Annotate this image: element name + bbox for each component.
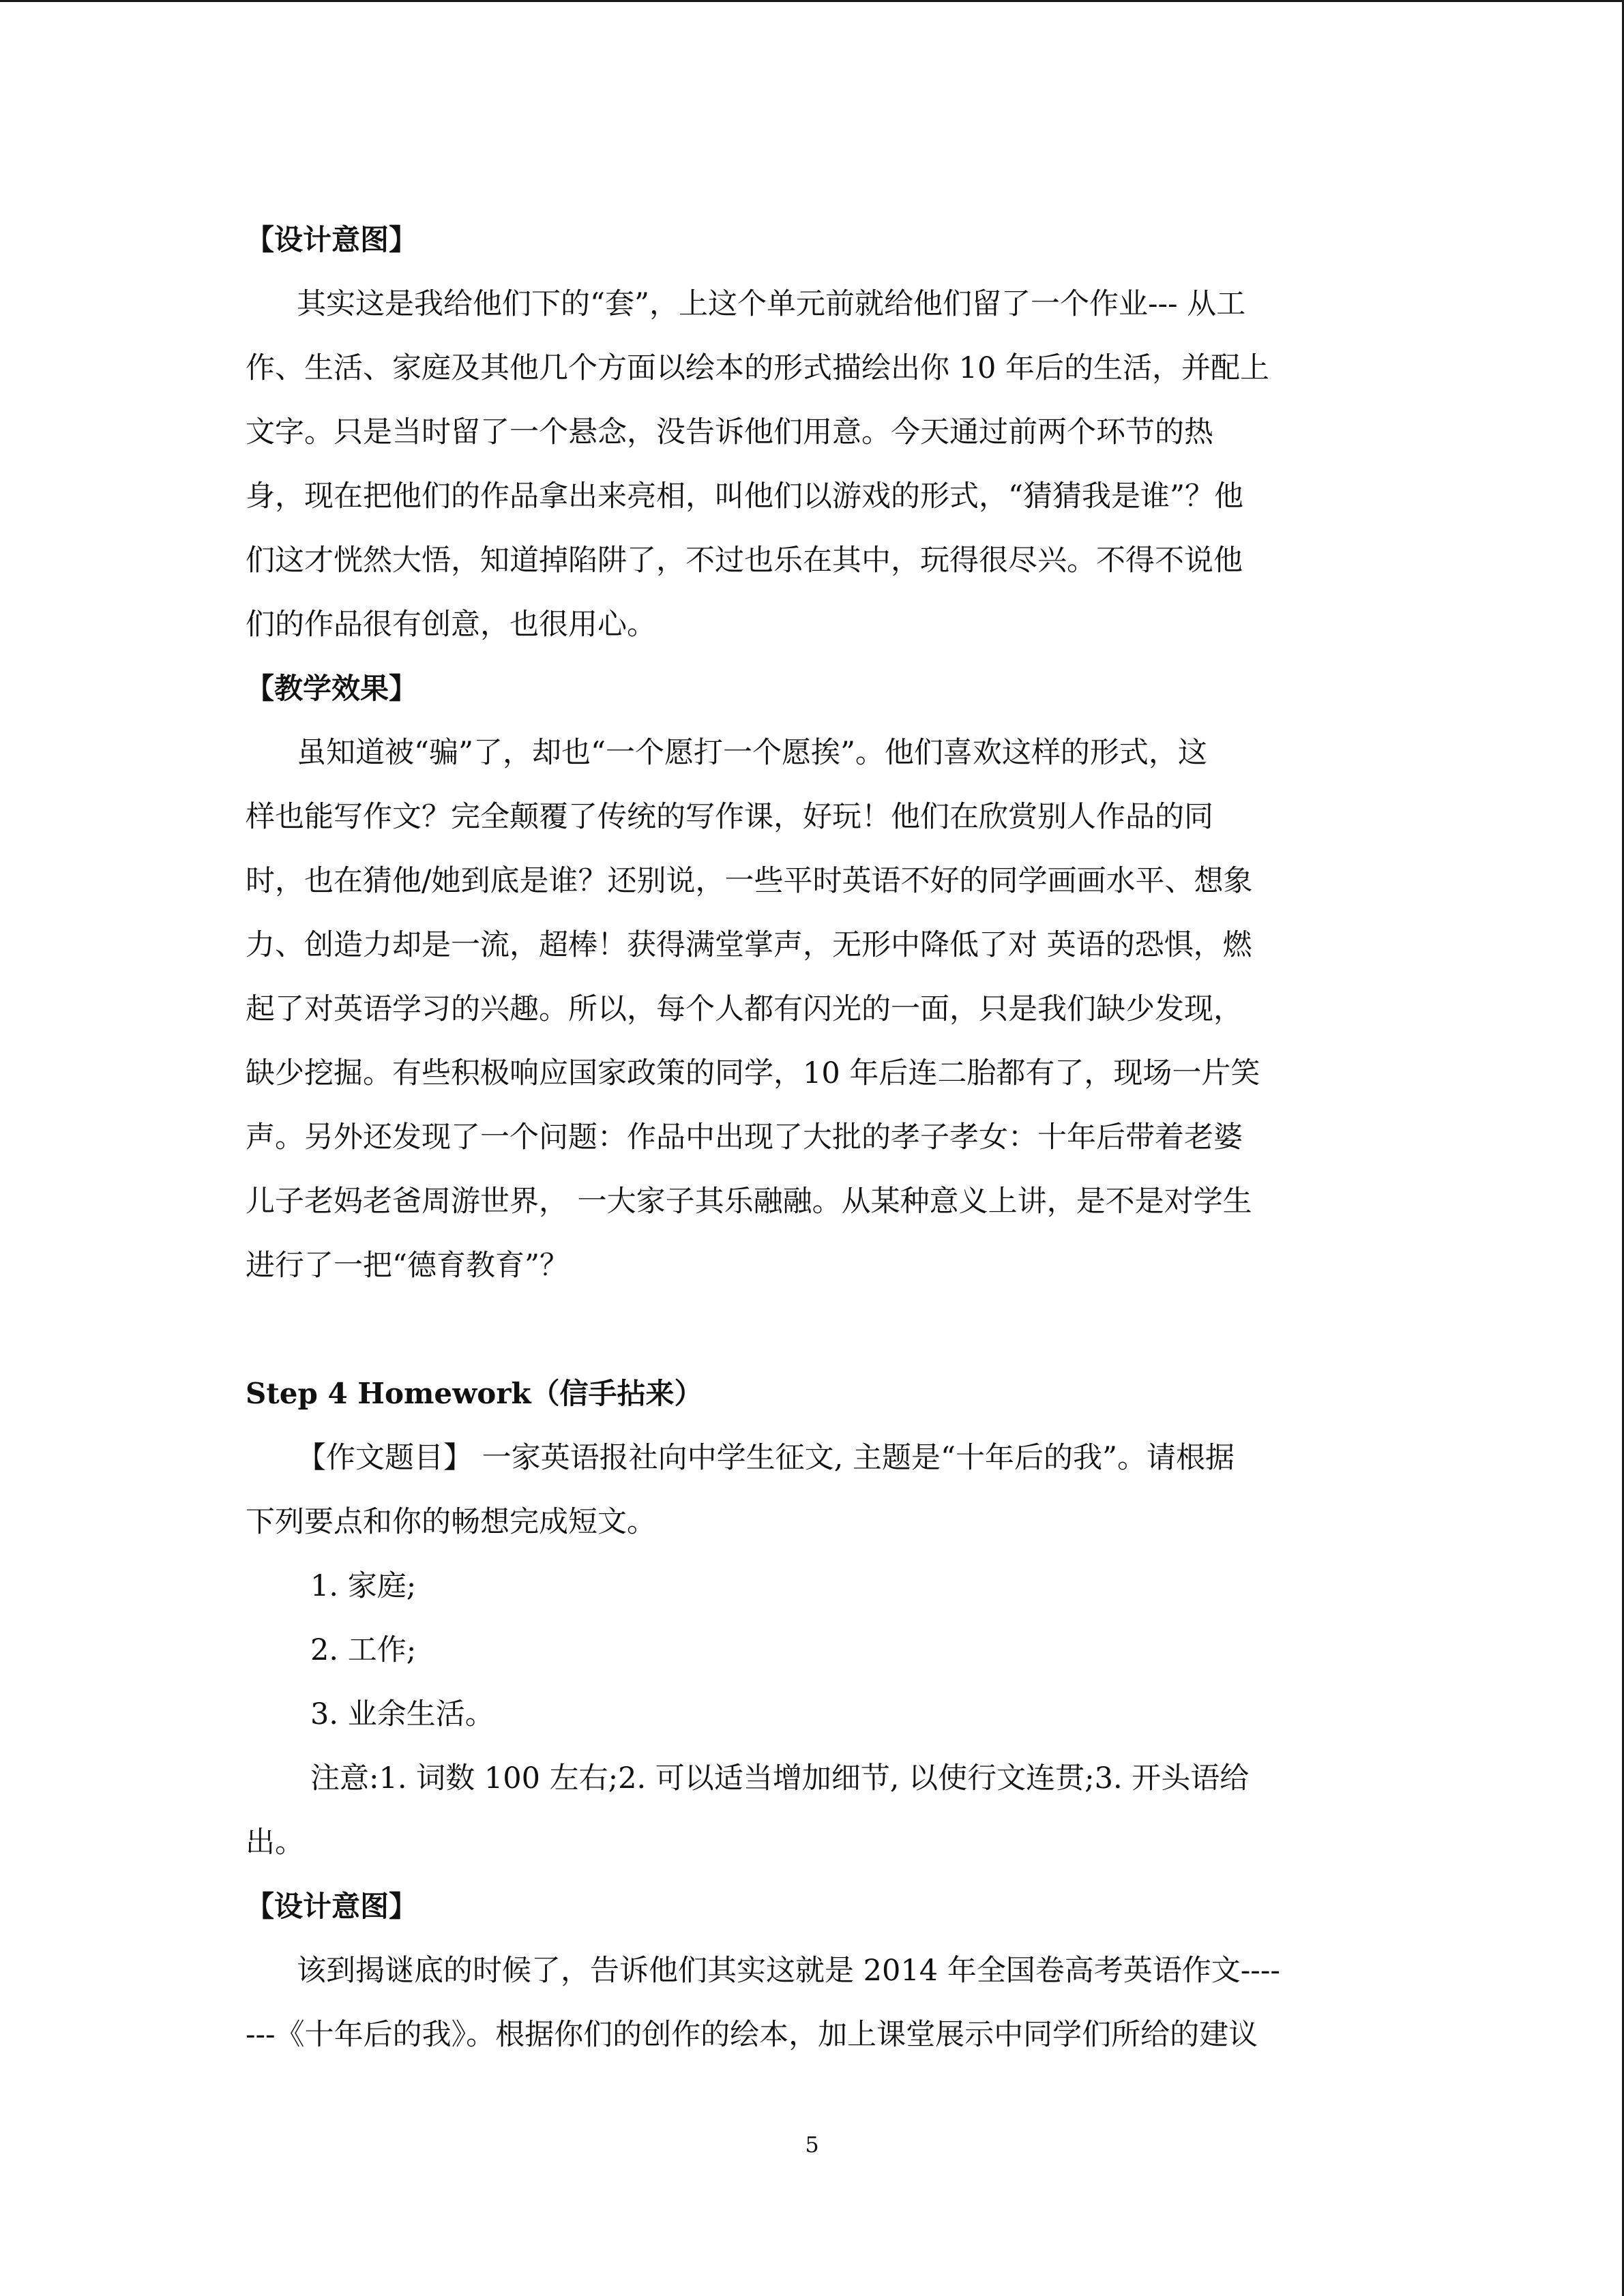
text-line: 【作文题目】 一家英语报社向中学生征文, 主题是“十年后的我”。请根据 — [297, 1441, 1235, 1475]
blank-line — [246, 1298, 1381, 1362]
homework-note — [246, 1746, 1381, 1875]
homework-task — [246, 1426, 1381, 1554]
page-number: 5 — [805, 2132, 819, 2158]
text-line: 缺少挖掘。有些积极响应国家政策的同学，10 年后连二胎都有了，现场一片笑 — [246, 1056, 1260, 1090]
section-heading-design-intent-2: 【设计意图】 — [246, 1890, 418, 1923]
text-line: 虽知道被“骗”了，却也“一个愿打一个愿挨”。他们喜欢这样的形式，这 — [297, 736, 1207, 770]
text-line: 起了对英语学习的兴趣。所以，每个人都有闪光的一面，只是我们缺少发现， — [246, 992, 1243, 1026]
text-line: 注意:1. 词数 100 左右;2. 可以适当增加细节, 以使行文连贯;3. 开头语给 — [310, 1761, 1250, 1795]
text-line: 身，现在把他们的作品拿出来亮相，叫他们以游戏的形式，“猜猜我是谁”？他 — [246, 479, 1243, 513]
text-line: 其实这是我给他们下的“套”，上这个单元前就给他们留了一个作业--- 从工 — [297, 287, 1246, 321]
text-line: 声。另外还发现了一个问题：作品中出现了大批的孝子孝女：十年后带着老婆 — [246, 1120, 1243, 1154]
section-heading-design-intent: 【设计意图】 — [246, 223, 418, 256]
paragraph-design-intent-2 — [246, 1939, 1381, 2067]
text-line: 该到揭谜底的时候了，告诉他们其实这就是 2014 年全国卷高考英语作文---- — [297, 1954, 1280, 1988]
text-line: 进行了一把“德育教育”？ — [246, 1249, 569, 1283]
text-line: 时，也在猜他/她到底是谁？还别说，一些平时英语不好的同学画画水平、想象 — [246, 864, 1253, 898]
text-line: 文字。只是当时留了一个悬念，没告诉他们用意。今天通过前两个环节的热 — [246, 415, 1213, 449]
text-line: 下列要点和你的畅想完成短文。 — [246, 1505, 656, 1539]
text-line: 作、生活、家庭及其他几个方面以绘本的形式描绘出你 10 年后的生活，并配上 — [246, 351, 1270, 385]
section-heading-teaching-effect: 【教学效果】 — [246, 672, 418, 705]
text-line: 力、创造力却是一流，超棒！获得满堂掌声，无形中降低了对 英语的恐惧，燃 — [246, 928, 1252, 962]
step-4-heading: Step 4 Homework（信手拈来） — [246, 1377, 703, 1410]
page-top-border — [0, 0, 1624, 2]
text-line: 们的作品很有创意，也很用心。 — [246, 608, 656, 642]
document-body — [246, 208, 1381, 2067]
list-item: 1. 家庭; — [310, 1569, 417, 1603]
paragraph-teaching-effect — [246, 721, 1381, 1298]
paragraph-design-intent — [246, 272, 1381, 657]
text-line: 出。 — [246, 1825, 304, 1860]
list-item: 3. 业余生活。 — [310, 1697, 494, 1731]
text-line: 儿子老妈老爸周游世界， 一大家子其乐融融。从某种意义上讲，是不是对学生 — [246, 1184, 1252, 1219]
text-line: 们这才恍然大悟，知道掉陷阱了，不过也乐在其中，玩得很尽兴。不得不说他 — [246, 543, 1243, 578]
list-item: 2. 工作; — [310, 1633, 417, 1667]
text-line: ---《十年后的我》。根据你们的创作的绘本，加上课堂展示中同学们所给的建议 — [246, 2018, 1258, 2052]
homework-points-list — [246, 1554, 1381, 1746]
text-line: 样也能写作文？完全颠覆了传统的写作课，好玩！他们在欣赏别人作品的同 — [246, 800, 1213, 834]
